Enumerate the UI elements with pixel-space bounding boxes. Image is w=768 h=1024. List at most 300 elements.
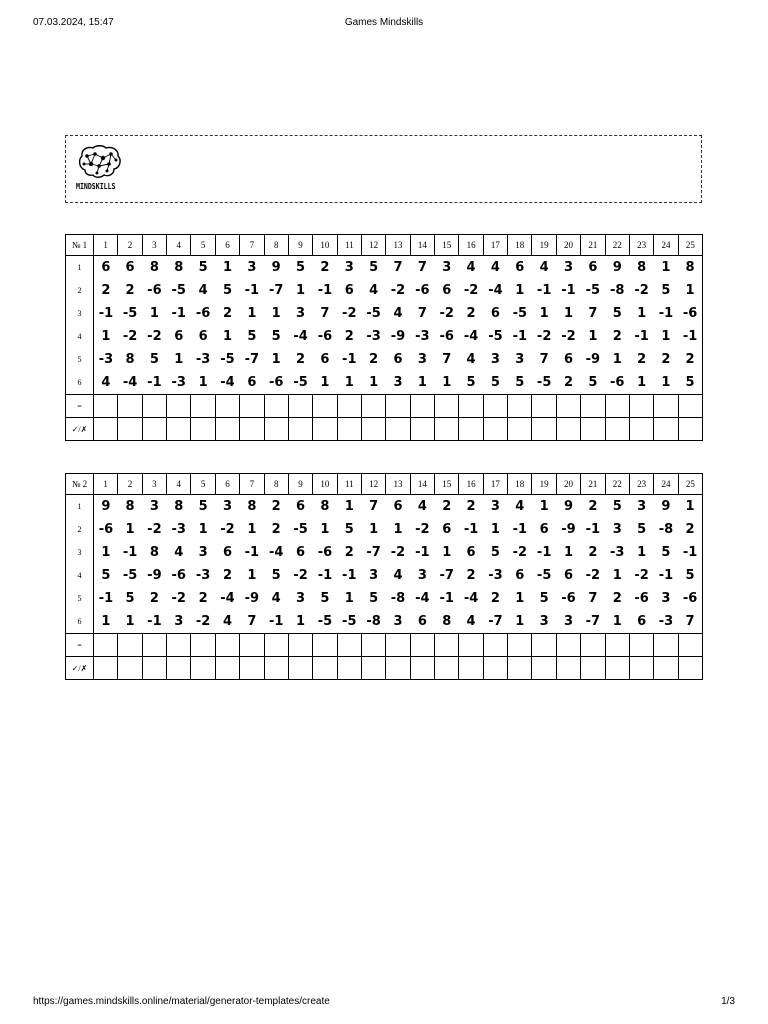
number-cell: -6 [195,306,211,321]
answer-cell[interactable] [313,634,337,657]
number-cell: 9 [264,256,288,280]
check-cell[interactable] [508,418,532,441]
number-cell: -4 [463,329,479,344]
check-cell[interactable] [556,657,580,680]
answer-cell[interactable] [581,395,605,418]
answer-cell[interactable] [532,634,556,657]
number-cell: 6 [508,256,532,280]
check-cell[interactable] [629,418,653,441]
answer-cell[interactable] [483,395,507,418]
number-cell: 2 [435,495,459,519]
number-cell: 3 [386,371,410,395]
column-header: 8 [264,235,288,256]
number-cell: -1 [678,541,702,564]
number-cell: 6 [442,283,452,298]
number-cell: 2 [344,545,354,560]
number-cell: -7 [439,568,454,583]
check-cell[interactable] [386,418,410,441]
number-cell: -2 [293,568,308,583]
column-header: 24 [654,474,678,495]
number-cell: 7 [361,495,385,519]
number-cell: 4 [483,256,507,280]
number-cell: 2 [101,283,111,298]
column-header: 5 [191,474,215,495]
number-cell: -4 [463,591,479,606]
print-footer [33,996,735,1010]
number-cell: 9 [556,495,580,519]
number-cell: -3 [488,568,503,583]
number-cell: -5 [313,610,337,634]
number-cell: 3 [629,495,653,519]
check-cell[interactable] [94,657,118,680]
check-cell[interactable] [313,418,337,441]
number-cell: -1 [342,568,357,583]
column-header: 12 [361,474,385,495]
check-cell[interactable] [337,657,361,680]
check-cell[interactable] [167,657,191,680]
column-header: 9 [288,235,312,256]
number-cell: 5 [508,371,532,395]
number-cell: 3 [417,568,427,583]
number-cell: -6 [561,591,576,606]
check-cell[interactable] [361,657,385,680]
number-cell: 5 [637,522,647,537]
number-cell: -6 [317,545,333,560]
answer-cell[interactable] [264,634,288,657]
number-cell: -2 [147,329,162,344]
number-cell: 2 [459,495,483,519]
check-cell[interactable] [215,418,239,441]
answer-cell[interactable] [435,634,459,657]
number-cell: -8 [658,522,674,537]
number-cell: -2 [536,329,552,344]
answer-cell[interactable] [264,395,288,418]
number-cell: -6 [264,371,288,395]
number-cell: 6 [174,329,184,344]
number-cell: 4 [271,591,281,606]
check-cell[interactable] [629,657,653,680]
logo-text: MINDSKILLS [76,182,116,191]
check-cell[interactable] [605,657,629,680]
number-cell: 6 [581,256,605,280]
answer-cell[interactable] [654,634,678,657]
column-header: 1 [94,474,118,495]
number-cell: 8 [678,256,702,280]
number-cell: -4 [293,329,308,344]
number-cell: 5 [678,564,702,587]
row-label: 4 [66,325,94,348]
number-cell: -1 [98,306,114,321]
number-cell: -6 [678,302,702,325]
sum-label: = [66,634,94,657]
answer-cell[interactable] [556,634,580,657]
check-cell[interactable] [508,657,532,680]
number-cell: 1 [563,306,574,321]
answer-cell[interactable] [361,634,385,657]
answer-cell[interactable] [654,395,678,418]
check-cell[interactable] [532,418,556,441]
logo-box [65,135,702,203]
number-cell: 1 [320,522,330,537]
number-cell: 1 [515,283,525,298]
number-cell: -1 [658,568,674,583]
number-cell: -2 [342,306,357,321]
number-cell: 3 [142,495,166,519]
number-cell: 7 [240,610,264,634]
check-cell[interactable] [410,418,434,441]
column-header: 18 [508,474,532,495]
check-cell[interactable] [654,418,678,441]
number-cell: -8 [390,591,406,606]
answer-cell[interactable] [629,395,653,418]
number-cell: 8 [125,352,135,367]
row-label: 2 [66,518,94,541]
number-cell: 1 [101,545,111,560]
answer-cell[interactable] [508,634,532,657]
check-cell[interactable] [459,418,483,441]
number-cell: 4 [393,306,403,321]
answer-cell[interactable] [508,395,532,418]
check-cell[interactable] [532,657,556,680]
column-header: 20 [556,235,580,256]
answer-cell[interactable] [288,634,312,657]
check-cell[interactable] [167,418,191,441]
answer-cell[interactable] [240,395,264,418]
answer-cell[interactable] [118,634,142,657]
number-cell: 3 [515,352,525,367]
number-cell: -1 [244,545,260,560]
number-cell: 6 [539,522,549,537]
number-cell: -6 [678,587,702,610]
print-title: Games Mindskills [344,17,424,28]
number-cell: 7 [410,256,434,280]
number-cell: 1 [344,591,354,606]
table-row [66,348,703,371]
number-cell: 5 [125,591,135,606]
number-cell: -6 [171,568,186,583]
answer-cell[interactable] [605,634,629,657]
check-cell[interactable] [240,657,264,680]
answer-cell[interactable] [191,395,215,418]
check-cell[interactable] [361,418,385,441]
answer-cell[interactable] [94,395,118,418]
number-cell: -7 [581,610,605,634]
number-cell: 5 [661,545,671,560]
column-header: 8 [264,474,288,495]
answer-cell[interactable] [435,395,459,418]
check-row [66,418,703,441]
check-cell[interactable] [556,418,580,441]
check-cell[interactable] [435,657,459,680]
check-cell[interactable] [654,657,678,680]
check-cell[interactable] [191,657,215,680]
number-cell: 3 [386,610,410,634]
number-cell: 1 [369,522,379,537]
check-cell[interactable] [386,657,410,680]
number-cell: 1 [637,306,647,321]
check-cell[interactable] [215,657,239,680]
answer-row [66,634,703,657]
print-header [33,17,735,31]
number-cell: -5 [171,283,186,298]
table-row [66,541,703,564]
number-cell: 6 [198,329,208,344]
answer-cell[interactable] [459,395,483,418]
number-cell: 3 [369,568,379,583]
answer-cell[interactable] [142,395,166,418]
answer-cell[interactable] [215,395,239,418]
number-cell: -5 [337,610,361,634]
answer-cell[interactable] [118,395,142,418]
number-cell: 6 [386,495,410,519]
number-cell: 1 [393,522,403,537]
check-cell[interactable] [118,657,142,680]
number-cell: 8 [435,610,459,634]
check-cell[interactable] [459,657,483,680]
number-cell: -2 [561,329,576,344]
number-cell: 4 [215,610,239,634]
number-cell: 1 [149,306,159,321]
row-label: 3 [66,302,94,325]
number-cell: 1 [442,545,452,560]
answer-cell[interactable] [337,395,361,418]
number-cell: 1 [629,371,653,395]
answer-cell[interactable] [313,395,337,418]
number-cell: 1 [588,329,598,344]
number-cell: 6 [240,371,264,395]
number-cell: 1 [532,495,556,519]
table-row [66,256,703,280]
answer-cell[interactable] [581,634,605,657]
number-cell: 1 [288,610,312,634]
number-cell: 1 [94,610,118,634]
answer-cell[interactable] [288,395,312,418]
check-cell[interactable] [264,418,288,441]
number-cell: 9 [94,495,118,519]
answer-cell[interactable] [605,395,629,418]
number-cell: -6 [317,329,333,344]
number-cell: 6 [629,610,653,634]
number-cell: 1 [612,568,622,583]
number-cell: 2 [466,306,476,321]
number-cell: 2 [588,545,598,560]
table-label: № 2 [66,474,94,495]
column-header: 4 [167,235,191,256]
number-cell: 3 [483,495,507,519]
number-cell: 2 [678,348,702,371]
answer-cell[interactable] [410,634,434,657]
number-cell: 2 [344,329,354,344]
check-cell[interactable] [678,657,702,680]
number-cell: -1 [317,568,333,583]
sum-label: = [66,395,94,418]
answer-cell[interactable] [142,634,166,657]
number-cell: 1 [678,495,702,519]
number-cell: 2 [125,283,135,298]
number-cell: 2 [313,256,337,280]
column-header: 10 [313,474,337,495]
column-header: 15 [435,474,459,495]
number-cell: 4 [459,256,483,280]
answer-cell[interactable] [678,395,702,418]
number-cell: 4 [94,371,118,395]
answer-cell[interactable] [532,395,556,418]
number-cell: 1 [247,568,257,583]
check-cell[interactable] [483,418,507,441]
number-cell: 9 [605,256,629,280]
number-cell: 1 [101,329,111,344]
check-row [66,657,703,680]
answer-cell[interactable] [240,634,264,657]
column-header: 6 [215,474,239,495]
check-cell[interactable] [191,418,215,441]
number-cell: 6 [393,352,403,367]
number-cell: 6 [442,522,452,537]
answer-cell[interactable] [459,634,483,657]
check-cell[interactable] [337,418,361,441]
answer-cell[interactable] [361,395,385,418]
number-cell: 6 [118,256,142,280]
number-cell: -5 [488,329,503,344]
table-row [66,610,703,634]
number-cell: 1 [435,371,459,395]
number-cell: 5 [581,371,605,395]
column-header: 19 [532,474,556,495]
number-cell: -1 [244,283,260,298]
column-header: 3 [142,235,166,256]
answer-cell[interactable] [337,634,361,657]
number-cell: 8 [142,256,166,280]
column-header: 7 [240,474,264,495]
column-header: 17 [483,235,507,256]
check-cell[interactable] [313,657,337,680]
number-cell: -4 [488,283,503,298]
answer-cell[interactable] [556,395,580,418]
check-cell[interactable] [94,418,118,441]
number-cell: 1 [118,610,142,634]
number-cell: -4 [220,591,235,606]
number-cell: -2 [191,610,215,634]
number-cell: 1 [612,352,622,367]
number-cell: 5 [191,256,215,280]
number-cell: -3 [167,371,191,395]
answer-cell[interactable] [410,395,434,418]
column-header: 3 [142,474,166,495]
number-cell: 5 [222,283,232,298]
check-cell[interactable] [142,418,166,441]
answer-cell[interactable] [386,395,410,418]
number-cell: 3 [240,256,264,280]
number-cell: -6 [605,371,629,395]
check-cell[interactable] [142,657,166,680]
check-cell[interactable] [605,418,629,441]
number-cell: 4 [459,610,483,634]
number-cell: 2 [296,352,306,367]
print-datetime: 07.03.2024, 15:47 [33,17,114,28]
check-cell[interactable] [483,657,507,680]
number-cell: 2 [264,495,288,519]
column-header: 16 [459,235,483,256]
number-cell: 2 [369,352,379,367]
number-cell: -1 [536,545,552,560]
number-cell: 1 [313,371,337,395]
check-cell[interactable] [264,657,288,680]
number-cell: -5 [293,522,308,537]
number-cell: -2 [390,283,406,298]
number-cell: 3 [661,591,671,606]
answer-cell[interactable] [94,634,118,657]
table-row [66,495,703,519]
number-cell: 2 [637,352,647,367]
answer-cell[interactable] [215,634,239,657]
answer-cell[interactable] [191,634,215,657]
number-cell: -2 [463,283,479,298]
number-cell: -4 [118,371,142,395]
answer-cell[interactable] [629,634,653,657]
check-cell[interactable] [435,418,459,441]
column-header: 16 [459,474,483,495]
answer-cell[interactable] [167,395,191,418]
number-cell: 1 [247,522,257,537]
number-cell: 5 [539,591,549,606]
check-cell[interactable] [410,657,434,680]
column-header: 14 [410,235,434,256]
number-cell: -3 [195,352,211,367]
number-cell: 6 [410,610,434,634]
number-cell: -5 [532,371,556,395]
number-cell: 5 [605,495,629,519]
column-header: 10 [313,235,337,256]
column-header: 21 [581,474,605,495]
check-cell[interactable] [240,418,264,441]
number-cell: 6 [563,352,574,367]
check-cell[interactable] [581,418,605,441]
number-cell: -5 [122,568,138,583]
number-cell: 3 [612,522,622,537]
row-label: 1 [66,495,94,519]
number-cell: 1 [490,522,500,537]
check-cell[interactable] [581,657,605,680]
number-cell: 8 [118,495,142,519]
column-header: 22 [605,235,629,256]
number-cell: -3 [98,352,114,367]
number-cell: 2 [222,306,232,321]
answer-cell[interactable] [167,634,191,657]
number-cell: 3 [296,591,306,606]
answer-cell[interactable] [483,634,507,657]
table-row [66,564,703,587]
number-cell: 6 [296,545,306,560]
check-cell[interactable] [118,418,142,441]
check-cell[interactable] [288,418,312,441]
check-cell[interactable] [678,418,702,441]
number-cell: -1 [512,522,528,537]
column-header: 6 [215,235,239,256]
number-cell: -1 [561,283,576,298]
answer-cell[interactable] [386,634,410,657]
check-cell[interactable] [288,657,312,680]
column-header: 5 [191,235,215,256]
number-cell: -6 [415,283,430,298]
number-cell: 7 [320,306,330,321]
number-cell: 2 [612,591,622,606]
answer-cell[interactable] [678,634,702,657]
number-cell: 5 [271,329,281,344]
number-cell: 2 [198,591,208,606]
number-cell: 1 [361,371,385,395]
number-cell: -8 [361,610,385,634]
number-cell: -2 [390,545,406,560]
